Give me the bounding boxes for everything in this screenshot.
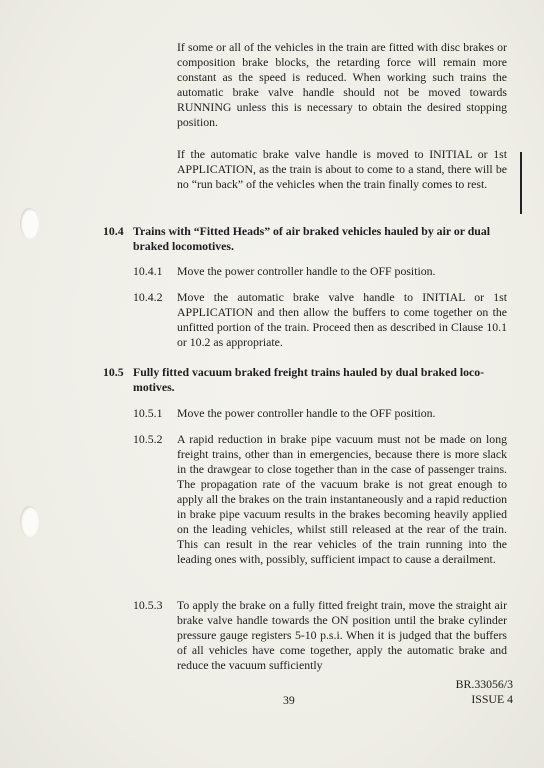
section-title: Fully fitted vacuum braked freight trains hauled by dual braked loco- xyxy=(133,365,485,379)
document-reference xyxy=(456,677,513,707)
revision-bar xyxy=(520,152,522,214)
clause-text: A rapid reduction in brake pipe vacuum must not be made on long freight trains, other than in emergencies, because there is more slack in the drawgear to close together than in the case of passenger trains. The propagation rate of the vacuum brake is not great enough to apply all the brakes on the train instantaneously and a rapid reduction in brake pipe vacuum results in the brakes becoming heavily applied on the leading vehicles, whilst still released at the rear of the train. This can result in the rear vehicles of the train running into the leading ones with, possibly, sufficient impact to cause a derailment. xyxy=(177,432,507,566)
clause-text: Move the power controller handle to the OFF position. xyxy=(177,406,436,420)
section-title-cont: braked locomotives. xyxy=(133,239,234,253)
punch-hole-upper xyxy=(20,208,39,239)
section-title: Trains with “Fitted Heads” of air braked vehicles hauled by air or dual xyxy=(133,224,490,238)
clause-text: Move the power controller handle to the OFF position. xyxy=(177,264,436,278)
doc-ref: BR.33056/3 xyxy=(455,677,513,691)
issue-label: ISSUE 4 xyxy=(471,692,513,706)
page-number: 39 xyxy=(283,693,295,707)
section-number: 10.5 xyxy=(103,365,124,379)
clause-text: To apply the brake on a fully fitted freight train, move the straight air brake valve handle towards the ON position until the brake cylinder pressure gauge registers 5-10 p.s.i. When it is judged that the buffers of all vehicles have come together, apply the automatic brake and reduce the vacuum sufficiently xyxy=(177,598,507,672)
clause-number: 10.5.2 xyxy=(133,432,163,446)
clause-number: 10.4.1 xyxy=(133,264,163,278)
paragraph-initial-application: If the automatic brake valve handle is moved to INITIAL or 1st APPLICATION, as the train is about to come to a stand, there will be no “run back” of the vehicles when the train finally comes to rest. xyxy=(177,147,507,191)
section-title-cont: motives. xyxy=(133,380,175,394)
paragraph-disc-brakes: If some or all of the vehicles in the train are fitted with disc brakes or composition brake blocks, the retarding force will remain more constant as the speed is reduced. When working such trains the automatic brake valve handle should not be moved towards RUNNING unless this is necessary to obtain the desired stopping position. xyxy=(177,40,507,129)
clause-text: Move the automatic brake valve handle to INITIAL or 1st APPLICATION and then allow the buffers to come together on the unfitted portion of the train. Proceed then as described in Clause 10.1 or 10.2 as appropriate. xyxy=(177,290,507,349)
punch-hole-lower xyxy=(20,506,39,537)
section-number: 10.4 xyxy=(103,224,124,238)
clause-number: 10.5.3 xyxy=(133,598,163,612)
clause-number: 10.4.2 xyxy=(133,290,163,304)
clause-number: 10.5.1 xyxy=(133,406,163,420)
